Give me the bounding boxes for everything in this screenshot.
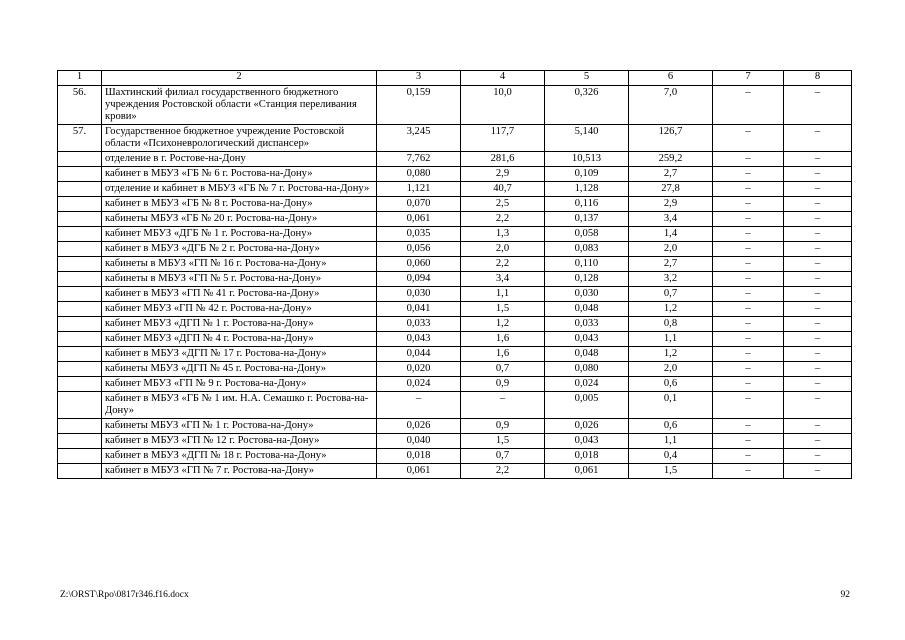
column-number-header: 3 xyxy=(377,71,461,86)
organization-name: кабинет в МБУЗ «ГП № 41 г. Ростова-на-Дону» xyxy=(102,287,377,302)
col7-value: – xyxy=(713,125,784,152)
col5-value: 0,043 xyxy=(545,332,629,347)
col7-value: – xyxy=(713,317,784,332)
col5-value: 0,026 xyxy=(545,419,629,434)
organization-name: кабинеты МБУЗ «ГБ № 20 г. Ростова-на-Дону» xyxy=(102,212,377,227)
column-number-header: 6 xyxy=(629,71,713,86)
organization-name: отделение в г. Ростове-на-Дону xyxy=(102,152,377,167)
organization-name: кабинет в МБУЗ «ГП № 7 г. Ростова-на-Дону» xyxy=(102,464,377,479)
row-number xyxy=(58,392,102,419)
col5-value: 0,030 xyxy=(545,287,629,302)
col3-value: 0,018 xyxy=(377,449,461,464)
table-body xyxy=(58,71,852,479)
col7-value: – xyxy=(713,86,784,125)
row-number xyxy=(58,419,102,434)
col8-value: – xyxy=(784,464,852,479)
col7-value: – xyxy=(713,302,784,317)
col8-value: – xyxy=(784,212,852,227)
col5-value: 0,018 xyxy=(545,449,629,464)
col5-value: 1,128 xyxy=(545,182,629,197)
row-number xyxy=(58,212,102,227)
column-number-header: 4 xyxy=(461,71,545,86)
organization-name: кабинет МБУЗ «ДГБ № 1 г. Ростова-на-Дону» xyxy=(102,227,377,242)
column-number-header: 2 xyxy=(102,71,377,86)
col8-value: – xyxy=(784,377,852,392)
col6-value: 0,8 xyxy=(629,317,713,332)
col5-value: 0,061 xyxy=(545,464,629,479)
col5-value: 0,058 xyxy=(545,227,629,242)
col8-value: – xyxy=(784,332,852,347)
col8-value: – xyxy=(784,392,852,419)
col7-value: – xyxy=(713,272,784,287)
col6-value: 2,0 xyxy=(629,362,713,377)
organization-name: кабинет в МБУЗ «ГП № 12 г. Ростова-на-Дону» xyxy=(102,434,377,449)
col6-value: 1,2 xyxy=(629,302,713,317)
col7-value: – xyxy=(713,182,784,197)
col3-value: 0,020 xyxy=(377,362,461,377)
col4-value: 0,7 xyxy=(461,449,545,464)
col7-value: – xyxy=(713,167,784,182)
col3-value: 0,030 xyxy=(377,287,461,302)
col8-value: – xyxy=(784,257,852,272)
col3-value: 0,061 xyxy=(377,464,461,479)
col8-value: – xyxy=(784,302,852,317)
footer-file-path: Z:\ORST\Rpo\0817r346.f16.docx xyxy=(60,590,189,600)
col8-value: – xyxy=(784,317,852,332)
organization-name: кабинет в МБУЗ «ГБ № 1 им. Н.А. Семашко г. Ростова-на-Дону» xyxy=(102,392,377,419)
col4-value: 2,9 xyxy=(461,167,545,182)
row-number xyxy=(58,227,102,242)
table-row xyxy=(58,86,852,125)
col4-value: 10,0 xyxy=(461,86,545,125)
col3-value: 0,033 xyxy=(377,317,461,332)
organization-name: кабинеты МБУЗ «ГП № 1 г. Ростова-на-Дону» xyxy=(102,419,377,434)
col4-value: 1,1 xyxy=(461,287,545,302)
col5-value: 0,137 xyxy=(545,212,629,227)
col7-value: – xyxy=(713,197,784,212)
col6-value: 0,7 xyxy=(629,287,713,302)
col4-value: 2,2 xyxy=(461,212,545,227)
col3-value: 0,060 xyxy=(377,257,461,272)
col7-value: – xyxy=(713,362,784,377)
organization-name: Государственное бюджетное учреждение Ростовской области «Психоневрологический диспансер» xyxy=(102,125,377,152)
col4-value: 117,7 xyxy=(461,125,545,152)
col5-value: 0,128 xyxy=(545,272,629,287)
col5-value: 0,033 xyxy=(545,317,629,332)
column-number-header: 7 xyxy=(713,71,784,86)
col8-value: – xyxy=(784,449,852,464)
col4-value: 1,6 xyxy=(461,347,545,362)
row-number xyxy=(58,332,102,347)
organization-name: кабинет в МБУЗ «ДГП № 17 г. Ростова-на-Дону» xyxy=(102,347,377,362)
row-number xyxy=(58,287,102,302)
col8-value: – xyxy=(784,242,852,257)
row-number: 56. xyxy=(58,86,102,125)
col6-value: 0,1 xyxy=(629,392,713,419)
col5-value: 0,080 xyxy=(545,362,629,377)
col3-value: 0,043 xyxy=(377,332,461,347)
col6-value: 2,9 xyxy=(629,197,713,212)
col4-value: 0,9 xyxy=(461,419,545,434)
organization-name: кабинет в МБУЗ «ГБ № 8 г. Ростова-на-Дону» xyxy=(102,197,377,212)
table-row xyxy=(58,347,852,362)
column-number-header: 8 xyxy=(784,71,852,86)
col5-value: 0,116 xyxy=(545,197,629,212)
col7-value: – xyxy=(713,287,784,302)
table-row xyxy=(58,287,852,302)
row-number xyxy=(58,242,102,257)
col3-value: 0,024 xyxy=(377,377,461,392)
table-row xyxy=(58,464,852,479)
col6-value: 0,4 xyxy=(629,449,713,464)
col8-value: – xyxy=(784,182,852,197)
col7-value: – xyxy=(713,434,784,449)
table-row xyxy=(58,302,852,317)
col5-value: 0,048 xyxy=(545,347,629,362)
col8-value: – xyxy=(784,347,852,362)
col3-value: 3,245 xyxy=(377,125,461,152)
table-row xyxy=(58,449,852,464)
row-number xyxy=(58,167,102,182)
row-number xyxy=(58,377,102,392)
col6-value: 0,6 xyxy=(629,419,713,434)
col4-value: 2,0 xyxy=(461,242,545,257)
table-row xyxy=(58,317,852,332)
table-row xyxy=(58,152,852,167)
table-row xyxy=(58,272,852,287)
col3-value: 0,044 xyxy=(377,347,461,362)
organization-name: кабинет МБУЗ «ДГП № 1 г. Ростова-на-Дону» xyxy=(102,317,377,332)
col3-value: 0,080 xyxy=(377,167,461,182)
col6-value: 126,7 xyxy=(629,125,713,152)
col3-value: 0,094 xyxy=(377,272,461,287)
col8-value: – xyxy=(784,152,852,167)
data-table xyxy=(57,70,852,479)
col3-value: 0,026 xyxy=(377,419,461,434)
row-number xyxy=(58,317,102,332)
col5-value: 0,005 xyxy=(545,392,629,419)
col7-value: – xyxy=(713,332,784,347)
col4-value: 0,7 xyxy=(461,362,545,377)
table-row xyxy=(58,362,852,377)
organization-name: кабинет МБУЗ «ДГП № 4 г. Ростова-на-Дону» xyxy=(102,332,377,347)
col7-value: – xyxy=(713,152,784,167)
col6-value: 259,2 xyxy=(629,152,713,167)
col6-value: 1,1 xyxy=(629,434,713,449)
col6-value: 2,7 xyxy=(629,167,713,182)
col8-value: – xyxy=(784,434,852,449)
table-row xyxy=(58,212,852,227)
col4-value: 0,9 xyxy=(461,377,545,392)
row-number xyxy=(58,464,102,479)
col6-value: 27,8 xyxy=(629,182,713,197)
col4-value: 1,5 xyxy=(461,434,545,449)
page-number: 92 xyxy=(840,590,850,600)
col5-value: 0,024 xyxy=(545,377,629,392)
header-row xyxy=(58,71,852,86)
col5-value: 0,326 xyxy=(545,86,629,125)
table-row xyxy=(58,434,852,449)
col8-value: – xyxy=(784,125,852,152)
col7-value: – xyxy=(713,392,784,419)
row-number xyxy=(58,434,102,449)
col6-value: 1,5 xyxy=(629,464,713,479)
col8-value: – xyxy=(784,167,852,182)
col7-value: – xyxy=(713,257,784,272)
col3-value: 0,070 xyxy=(377,197,461,212)
row-number xyxy=(58,347,102,362)
row-number xyxy=(58,257,102,272)
organization-name: отделение и кабинет в МБУЗ «ГБ № 7 г. Ростова-на-Дону» xyxy=(102,182,377,197)
column-number-header: 1 xyxy=(58,71,102,86)
table-row xyxy=(58,227,852,242)
col6-value: 1,2 xyxy=(629,347,713,362)
row-number xyxy=(58,362,102,377)
row-number: 57. xyxy=(58,125,102,152)
table-row xyxy=(58,377,852,392)
table-row xyxy=(58,182,852,197)
col8-value: – xyxy=(784,227,852,242)
col7-value: – xyxy=(713,347,784,362)
organization-name: Шахтинский филиал государственного бюджетного учреждения Ростовской области «Станция переливания крови» xyxy=(102,86,377,125)
col7-value: – xyxy=(713,449,784,464)
organization-name: кабинет в МБУЗ «ДГП № 18 г. Ростова-на-Дону» xyxy=(102,449,377,464)
organization-name: кабинет в МБУЗ «ДГБ № 2 г. Ростова-на-Дону» xyxy=(102,242,377,257)
col6-value: 3,4 xyxy=(629,212,713,227)
col3-value: 0,056 xyxy=(377,242,461,257)
col4-value: – xyxy=(461,392,545,419)
table-row xyxy=(58,257,852,272)
table-row xyxy=(58,167,852,182)
col8-value: – xyxy=(784,86,852,125)
col6-value: 1,4 xyxy=(629,227,713,242)
col5-value: 10,513 xyxy=(545,152,629,167)
col8-value: – xyxy=(784,419,852,434)
table-row xyxy=(58,125,852,152)
organization-name: кабинет в МБУЗ «ГБ № 6 г. Ростова-на-Дону» xyxy=(102,167,377,182)
col6-value: 3,2 xyxy=(629,272,713,287)
col6-value: 2,0 xyxy=(629,242,713,257)
column-number-header: 5 xyxy=(545,71,629,86)
organization-name: кабинеты МБУЗ «ДГП № 45 г. Ростова-на-Дону» xyxy=(102,362,377,377)
col5-value: 0,043 xyxy=(545,434,629,449)
col4-value: 281,6 xyxy=(461,152,545,167)
col6-value: 2,7 xyxy=(629,257,713,272)
row-number xyxy=(58,197,102,212)
col7-value: – xyxy=(713,242,784,257)
col8-value: – xyxy=(784,272,852,287)
col4-value: 2,5 xyxy=(461,197,545,212)
col5-value: 0,109 xyxy=(545,167,629,182)
table-row xyxy=(58,242,852,257)
col5-value: 5,140 xyxy=(545,125,629,152)
col3-value: – xyxy=(377,392,461,419)
row-number xyxy=(58,302,102,317)
col7-value: – xyxy=(713,212,784,227)
col6-value: 7,0 xyxy=(629,86,713,125)
row-number xyxy=(58,272,102,287)
col7-value: – xyxy=(713,377,784,392)
col6-value: 0,6 xyxy=(629,377,713,392)
col4-value: 1,6 xyxy=(461,332,545,347)
col4-value: 1,3 xyxy=(461,227,545,242)
col4-value: 1,2 xyxy=(461,317,545,332)
col3-value: 1,121 xyxy=(377,182,461,197)
row-number xyxy=(58,182,102,197)
col3-value: 7,762 xyxy=(377,152,461,167)
table-row xyxy=(58,419,852,434)
col7-value: – xyxy=(713,419,784,434)
table-row xyxy=(58,332,852,347)
col3-value: 0,041 xyxy=(377,302,461,317)
col5-value: 0,048 xyxy=(545,302,629,317)
organization-name: кабинеты в МБУЗ «ГП № 5 г. Ростова-на-Дону» xyxy=(102,272,377,287)
col4-value: 2,2 xyxy=(461,464,545,479)
col4-value: 2,2 xyxy=(461,257,545,272)
col4-value: 40,7 xyxy=(461,182,545,197)
col7-value: – xyxy=(713,464,784,479)
row-number xyxy=(58,449,102,464)
col3-value: 0,159 xyxy=(377,86,461,125)
table-row xyxy=(58,197,852,212)
col4-value: 1,5 xyxy=(461,302,545,317)
col4-value: 3,4 xyxy=(461,272,545,287)
col8-value: – xyxy=(784,197,852,212)
organization-name: кабинет МБУЗ «ГП № 9 г. Ростова-на-Дону» xyxy=(102,377,377,392)
table-row xyxy=(58,392,852,419)
col8-value: – xyxy=(784,287,852,302)
col6-value: 1,1 xyxy=(629,332,713,347)
col8-value: – xyxy=(784,362,852,377)
col7-value: – xyxy=(713,227,784,242)
col3-value: 0,035 xyxy=(377,227,461,242)
col5-value: 0,083 xyxy=(545,242,629,257)
col3-value: 0,040 xyxy=(377,434,461,449)
organization-name: кабинеты в МБУЗ «ГП № 16 г. Ростова-на-Дону» xyxy=(102,257,377,272)
col3-value: 0,061 xyxy=(377,212,461,227)
col5-value: 0,110 xyxy=(545,257,629,272)
organization-name: кабинет МБУЗ «ГП № 42 г. Ростова-на-Дону» xyxy=(102,302,377,317)
row-number xyxy=(58,152,102,167)
